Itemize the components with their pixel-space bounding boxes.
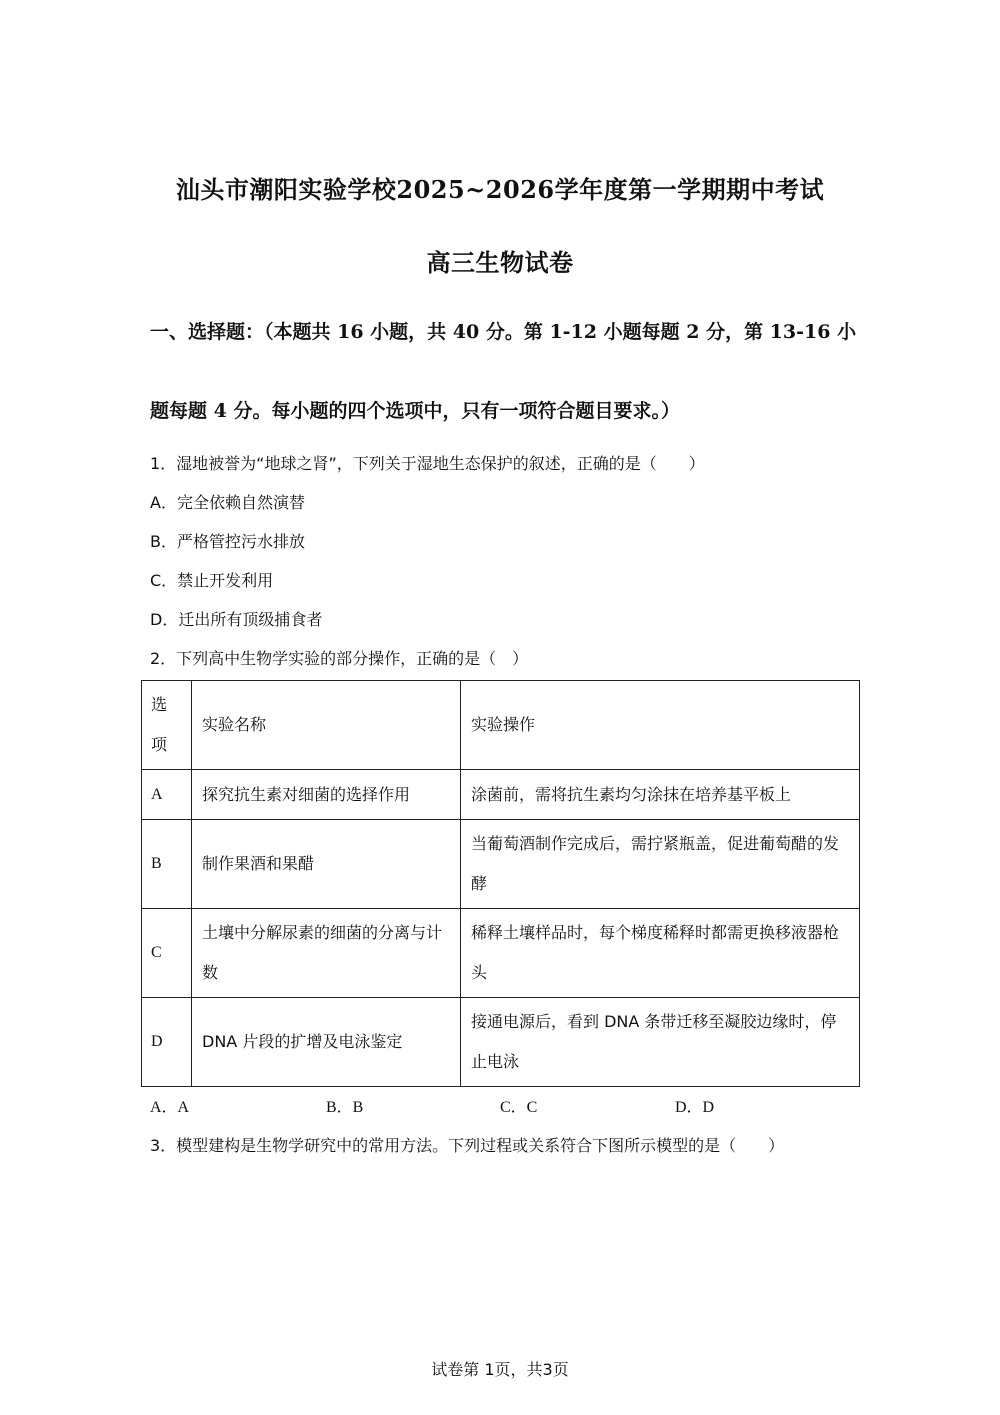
question-1-stem: 1．湿地被誉为“地球之肾”，下列关于湿地生态保护的叙述，正确的是（ ）: [150, 454, 705, 473]
table-row: [142, 998, 860, 1087]
row-experiment-name: 制作果酒和果醋: [192, 820, 461, 909]
header-experiment-name: 实验名称: [192, 681, 461, 770]
row-experiment-name: DNA 片段的扩增及电泳鉴定: [192, 998, 461, 1087]
answer-option-c: C．C: [500, 1099, 538, 1116]
question-3-stem: 3．模型建构是生物学研究中的常用方法。下列过程或关系符合下图所示模型的是（ ）: [150, 1136, 785, 1155]
section-heading-line1: 一、选择题：（本题共 16 小题，共 40 分。第 1-12 小题每题 2 分，第 13-16 小: [150, 321, 857, 343]
row-option: D: [142, 998, 192, 1087]
row-option: C: [142, 909, 192, 998]
table-header-row: [142, 681, 860, 770]
row-experiment-operation: 涂菌前，需将抗生素均匀涂抹在培养基平板上: [461, 770, 860, 820]
section-heading-line2: 题每题 4 分。每小题的四个选项中，只有一项符合题目要求。）: [150, 400, 680, 422]
question-1-option-d: D．迁出所有顶级捕食者: [150, 610, 323, 629]
table-row: [142, 820, 860, 909]
row-experiment-operation: 稀释土壤样品时，每个梯度稀释时都需更换移液器枪头: [461, 909, 860, 998]
answer-option-a: A．A: [150, 1099, 190, 1116]
header-option: 选项: [142, 681, 192, 770]
table-row: [142, 770, 860, 820]
experiment-table: [141, 680, 860, 1087]
header-experiment-operation: 实验操作: [461, 681, 860, 770]
row-experiment-name: 土壤中分解尿素的细菌的分离与计数: [192, 909, 461, 998]
row-experiment-operation: 接通电源后，看到 DNA 条带迁移至凝胶边缘时，停止电泳: [461, 998, 860, 1087]
question-2-stem: 2．下列高中生物学实验的部分操作，正确的是（ ）: [150, 649, 529, 668]
question-1-option-c: C．禁止开发利用: [150, 571, 274, 590]
answer-option-d: D．D: [675, 1099, 715, 1116]
question-1-option-b: B．严格管控污水排放: [150, 532, 305, 551]
row-option: A: [142, 770, 192, 820]
row-option: B: [142, 820, 192, 909]
table-row: [142, 909, 860, 998]
exam-subtitle: 高三生物试卷: [426, 248, 574, 277]
page-footer: 试卷第 1页，共3页: [431, 1360, 569, 1379]
exam-title: 汕头市潮阳实验学校2025~2026学年度第一学期期中考试: [175, 175, 825, 204]
row-experiment-name: 探究抗生素对细菌的选择作用: [192, 770, 461, 820]
question-1-option-a: A．完全依赖自然演替: [150, 493, 305, 512]
row-experiment-operation: 当葡萄酒制作完成后，需拧紧瓶盖，促进葡萄醋的发酵: [461, 820, 860, 909]
answer-option-b: B．B: [326, 1099, 364, 1116]
